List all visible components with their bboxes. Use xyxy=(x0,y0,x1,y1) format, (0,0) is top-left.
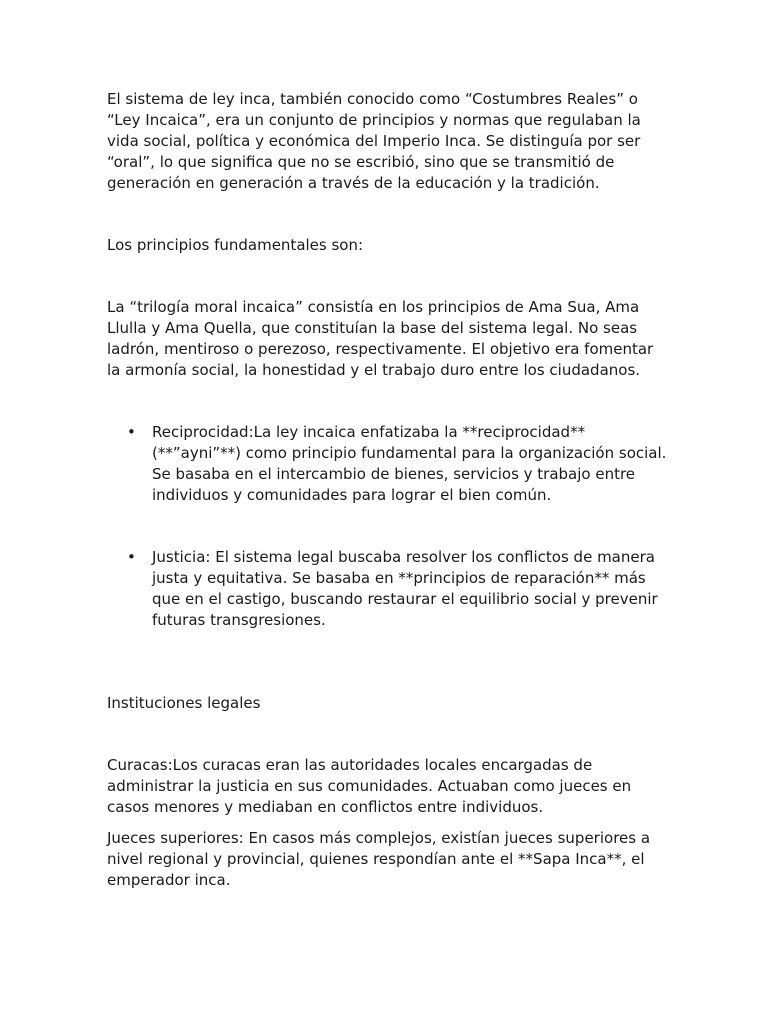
document-page xyxy=(107,89,667,891)
principles-list xyxy=(107,422,667,631)
curacas-paragraph: Curacas:Los curacas eran las autoridades locales encargadas de administrar la justicia en sus comunidades. Actuaban como jueces en casos menores y mediaban en conflictos entre individuos. xyxy=(107,756,632,816)
jueces-paragraph: Jueces superiores: En casos más complejos, existían jueces superiores a nivel regional y provincial, quienes respondían ante el **Sapa Inca**, el emperador inca. xyxy=(107,829,651,889)
list-item-justicia xyxy=(107,547,667,631)
principles-heading: Los principios fundamentales son: xyxy=(107,236,364,254)
trilogia-paragraph: La “trilogía moral incaica” consistía en los principios de Ama Sua, Ama Llulla y Ama Quella, que constituían la base del sistema legal. No seas ladrón, mentiroso o perezoso, respectivamente. El objetivo era fomentar la armonía social, la honestidad y el trabajo duro entre los ciudadanos. xyxy=(107,298,654,379)
institutions-heading: Instituciones legales xyxy=(107,694,261,712)
list-item-text: Justicia: El sistema legal buscaba resolver los conflictos de manera justa y equitativa. Se basaba en **principios de reparación** más que en el castigo, buscando restaurar el equilibrio social y prevenir futuras transgresiones. xyxy=(152,548,658,629)
intro-paragraph: El sistema de ley inca, también conocido como “Costumbres Reales” o “Ley Incaica”, era un conjunto de principios y normas que regulaban la vida social, política y económica del Imperio Inca. Se distinguía por ser “oral”, lo que significa que no se escribió, sino que se transmitió de generación en generación a través de la educación y la tradición. xyxy=(107,90,641,192)
list-item-reciprocidad xyxy=(107,422,667,506)
bullet-icon: • xyxy=(127,548,136,566)
list-item-text: Reciprocidad:La ley incaica enfatizaba la **reciprocidad** (**”ayni”**) como principio fundamental para la organización social. Se basaba en el intercambio de bienes, servicios y trabajo entre individuos y comunidades para lograr el bien común. xyxy=(152,423,667,504)
bullet-icon: • xyxy=(127,423,136,441)
